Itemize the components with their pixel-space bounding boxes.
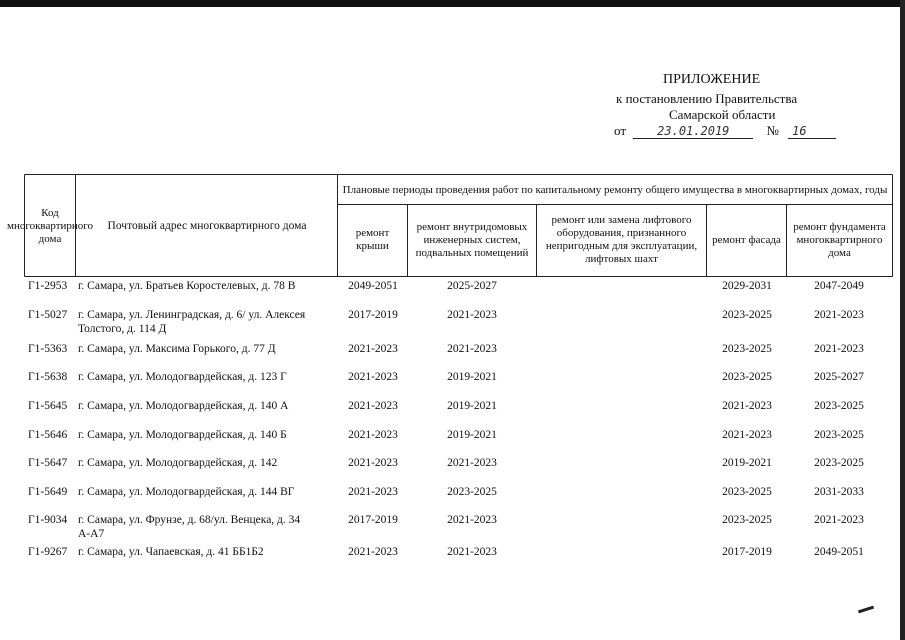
row-code: Г1-9267 [28,546,68,558]
row-address: г. Самара, ул. Чапаевская, д. 41 ББ1Б2 [78,546,264,558]
header-code: Код многоквартирного дома [6,206,94,245]
row-facade: 2023-2025 [722,309,772,321]
header-facade: ремонт фасада [712,233,781,246]
row-code: Г1-5363 [28,343,68,355]
row-address: г. Самара, ул. Молодогвардейская, д. 123 Г [78,371,287,383]
row-roof: 2021-2023 [348,400,398,412]
handwritten-date: 23.01.2019 [633,125,753,139]
row-address: г. Самара, ул. Братьев Коростелевых, д. 78 В [78,280,296,292]
row-engineering: 2019-2021 [447,371,497,383]
row-engineering: 2023-2025 [447,486,497,498]
scan-top-edge [0,0,905,7]
row-engineering: 2021-2023 [447,343,497,355]
row-address: г. Самара, ул. Молодогвардейская, д. 140 Б [78,429,287,441]
row-foundation: 2023-2025 [814,429,864,441]
row-code: Г1-5027 [28,309,68,321]
row-engineering: 2021-2023 [447,514,497,526]
row-facade: 2021-2023 [722,429,772,441]
row-roof: 2017-2019 [348,309,398,321]
row-foundation: 2031-2033 [814,486,864,498]
row-foundation: 2047-2049 [814,280,864,292]
row-foundation: 2021-2023 [814,343,864,355]
row-engineering: 2021-2023 [447,309,497,321]
annex-region-line: Самарской области [669,107,776,122]
row-foundation: 2021-2023 [814,514,864,526]
row-facade: 2023-2025 [722,486,772,498]
row-facade: 2019-2021 [722,457,772,469]
header-periods: Плановые периоды проведения работ по капитальному ремонту общего имущества в многоквартирных домах, годы [342,183,888,196]
row-code: Г1-9034 [28,514,68,526]
row-address: г. Самара, ул. Ленинградская, д. 6/ ул. Алексея Толстого, д. 114 Д [78,309,306,335]
date-label: от [614,123,627,138]
row-address: г. Самара, ул. Молодогвардейская, д. 142 [78,457,278,469]
row-foundation: 2025-2027 [814,371,864,383]
row-address: г. Самара, ул. Молодогвардейская, д. 144 ВГ [78,486,295,498]
scan-ink-mark [858,606,874,614]
header-foundation: ремонт фундамента многоквартирного дома [793,220,886,259]
annex-title: ПРИЛОЖЕНИЕ [663,72,761,87]
header-engineering: ремонт внутридомовых инженерных систем, подвальных помещений [415,220,529,259]
row-code: Г1-5646 [28,429,68,441]
row-facade: 2023-2025 [722,371,772,383]
row-foundation: 2021-2023 [814,309,864,321]
row-address: г. Самара, ул. Максима Горького, д. 77 Д [78,343,276,355]
header-roof: ремонт крыши [355,227,390,252]
row-address: г. Самара, ул. Молодогвардейская, д. 140 А [78,400,289,412]
scan-right-edge [900,0,905,640]
number-label: № [766,123,779,138]
row-facade: 2017-2019 [722,546,772,558]
annex-resolution-line: к постановлению Правительства [616,91,798,106]
row-foundation: 2023-2025 [814,400,864,412]
row-code: Г1-5647 [28,457,68,469]
annex-date-row [614,123,836,139]
row-facade: 2023-2025 [722,343,772,355]
row-roof: 2017-2019 [348,514,398,526]
row-engineering: 2025-2027 [447,280,497,292]
row-roof: 2021-2023 [348,486,398,498]
row-facade: 2029-2031 [722,280,772,292]
handwritten-number: 16 [788,125,836,139]
row-roof: 2021-2023 [348,546,398,558]
row-engineering: 2019-2021 [447,429,497,441]
row-engineering: 2021-2023 [447,546,497,558]
header-lift: ремонт или замена лифтового оборудования, признанного непригодным для эксплуатации, лифтовых шахт [545,214,698,265]
row-facade: 2023-2025 [722,514,772,526]
row-address: г. Самара, ул. Фрунзе, д. 68/ул. Венцека, д. 34 А-А7 [78,514,301,540]
row-foundation: 2023-2025 [814,457,864,469]
row-code: Г1-2953 [28,280,68,292]
row-roof: 2021-2023 [348,457,398,469]
row-engineering: 2019-2021 [447,400,497,412]
row-code: Г1-5645 [28,400,68,412]
row-facade: 2021-2023 [722,400,772,412]
header-address: Почтовый адрес многоквартирного дома [107,219,307,232]
row-engineering: 2021-2023 [447,457,497,469]
row-roof: 2021-2023 [348,429,398,441]
row-code: Г1-5638 [28,371,68,383]
row-roof: 2021-2023 [348,371,398,383]
row-roof: 2049-2051 [348,280,398,292]
row-roof: 2021-2023 [348,343,398,355]
row-code: Г1-5649 [28,486,68,498]
row-foundation: 2049-2051 [814,546,864,558]
